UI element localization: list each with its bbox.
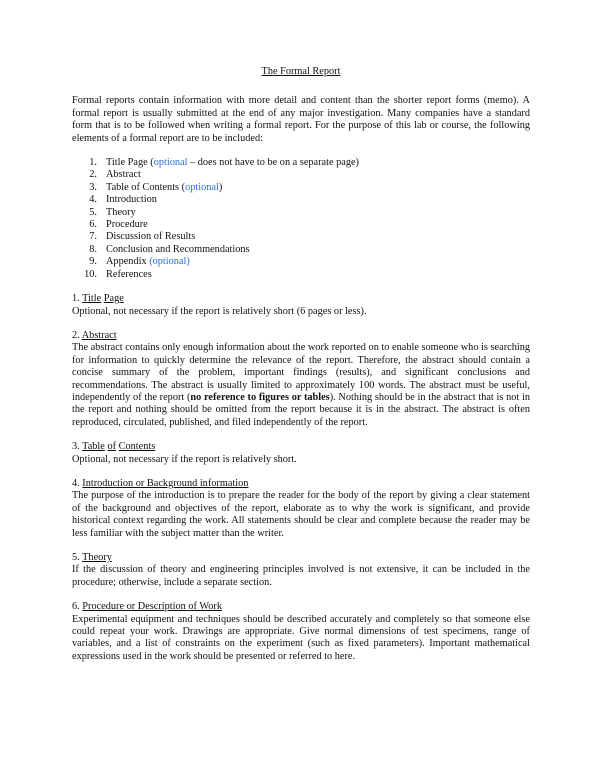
list-item (72, 194, 530, 206)
abstract-text: ). Nothing should be in the abstract that is not in the report and nothing should be omitted from the report because it is in the abstract. The abstract is often reproduced, circulated, published, and filed independently of the report. (72, 391, 530, 428)
list-item-number: 10. (84, 268, 97, 280)
abstract-bold-note: no reference to figures or tables (190, 391, 330, 403)
list-item-number: 2. (89, 169, 97, 181)
list-item-text: References (106, 268, 152, 280)
section-toc (72, 441, 530, 466)
abstract-text: The abstract contains only enough information about the work reported on to enable someone who is searching for information to quickly determine the relevance of the report. Therefore, the abstract should contain a concise summary of the problem, important findings (results), and significant conclusions and recommendations. The abstract is usually limited to approximately 100 words. The abstract must be useful, independently of the report ( (72, 342, 530, 403)
section-number: 3. (72, 441, 83, 453)
list-item-rest: ) (218, 181, 223, 193)
list-item (72, 256, 530, 268)
section-number: 6. (72, 601, 83, 613)
list-item-text: Discussion of Results (106, 231, 196, 243)
list-item-number: 8. (89, 243, 97, 255)
optional-note: (optional) (149, 256, 190, 268)
section-introduction (72, 478, 530, 540)
list-item (72, 169, 530, 181)
section-body: If the discussion of theory and engineering principles involved is not extensive, it can be included in the procedure; otherwise, include a separate section. (72, 564, 530, 588)
list-item-text: Conclusion and Recommendations (106, 243, 250, 255)
section-heading-text: Contents (118, 441, 156, 453)
section-heading (72, 441, 530, 453)
intro-paragraph: Formal reports contain information with more detail and content than the shorter report forms (memo). A formal report is usually submitted at the end of any major investigation. Many companies have a standard form that is to be followed when writing a formal report. For the purpose of this lab or course, the following elements of a formal report are to be included: (72, 95, 530, 144)
page-title-text: The Formal Report (261, 66, 341, 77)
section-heading-text: Abstract (81, 329, 117, 341)
section-body: The purpose of the introduction is to prepare the reader for the body of the report by giving a clear statement of the background and objectives of the report, elaborate as to why the work is significant, and provide historical context regarding the work. All statements should be clear and complete because the reader may be less familiar with the subject matter than the writer. (72, 490, 530, 539)
list-item-text: Title Page ( (106, 157, 154, 169)
section-heading (72, 478, 530, 490)
section-heading-text: Procedure or Description of Work (82, 601, 222, 613)
section-abstract (72, 330, 530, 429)
page-title (72, 66, 530, 78)
section-body (72, 342, 530, 429)
list-item (72, 219, 530, 231)
section-body: Optional, not necessary if the report is relatively short. (72, 453, 297, 465)
section-number: 1. (72, 293, 83, 305)
list-item (72, 207, 530, 219)
section-procedure (72, 601, 530, 663)
section-heading-text: Introduction or Background information (82, 477, 249, 489)
section-number: 4. (72, 477, 83, 489)
list-item-number: 3. (89, 181, 97, 193)
section-heading (72, 330, 530, 342)
document-page (72, 66, 530, 675)
list-item-number: 1. (89, 157, 97, 169)
section-heading (72, 293, 530, 305)
list-item-number: 6. (89, 219, 97, 231)
list-item-text: Theory (106, 206, 136, 218)
section-title-page (72, 293, 530, 318)
section-theory (72, 552, 530, 589)
list-item-number: 9. (89, 256, 97, 268)
list-item (72, 269, 530, 281)
list-item (72, 182, 530, 194)
section-body: Optional, not necessary if the report is relatively short (6 pages or less). (72, 305, 367, 317)
optional-note: optional (185, 181, 219, 193)
section-body: Experimental equipment and techniques should be described accurately and completely so that someone else could repeat your work. Drawings are appropriate. Give normal dimensions of test specimens, range of variables, and a list of constraints on the experiment (such as fixed parameters). Important mathematical expressions used in the work should be presented or referred to here. (72, 613, 530, 662)
list-item-number: 5. (89, 206, 97, 218)
section-heading (72, 601, 530, 613)
list-item-rest: – does not have to be on a separate page) (187, 157, 359, 169)
list-item (72, 244, 530, 256)
section-heading-text: Title (82, 293, 102, 305)
section-heading-text: of (107, 441, 117, 453)
list-item-number: 4. (89, 194, 97, 206)
elements-list (72, 157, 530, 281)
section-heading (72, 552, 530, 564)
list-item-text: Procedure (106, 219, 148, 231)
section-number: 5. (72, 552, 83, 563)
section-heading-text: Theory (82, 552, 112, 563)
list-item-text: Introduction (106, 194, 157, 206)
section-heading-text: Page (103, 293, 124, 305)
optional-note: optional (153, 157, 188, 169)
list-item (72, 231, 530, 243)
section-number: 2. (72, 329, 82, 341)
list-item-number: 7. (89, 231, 97, 243)
list-item (72, 157, 530, 169)
section-heading-text: Table (82, 441, 105, 453)
list-item-text: Abstract (106, 169, 141, 181)
list-item-text: Table of Contents ( (106, 181, 186, 193)
list-item-text: Appendix (106, 256, 150, 268)
